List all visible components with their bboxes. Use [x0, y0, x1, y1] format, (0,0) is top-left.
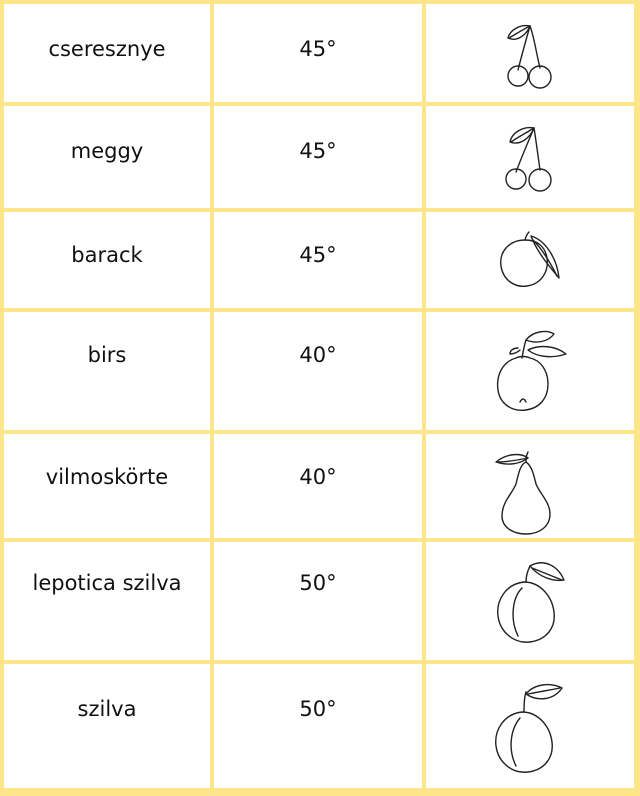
icon-cell — [426, 542, 634, 660]
quince-icon — [490, 328, 570, 414]
fruit-name: barack — [71, 243, 143, 267]
table-row — [0, 106, 640, 208]
fruit-name: szilva — [77, 697, 137, 721]
table-row — [0, 212, 640, 308]
degree-cell — [214, 434, 422, 538]
fruit-name: vilmoskörte — [45, 465, 169, 489]
degree-value: 45° — [299, 243, 337, 267]
fruit-name-cell — [4, 4, 210, 102]
fruit-name: meggy — [70, 139, 144, 163]
table-row — [0, 542, 640, 660]
degree-value: 45° — [299, 37, 337, 61]
fruit-name-cell — [4, 106, 210, 208]
sour-cherry-icon — [500, 124, 560, 192]
fruit-name-cell — [4, 664, 210, 788]
degree-cell — [214, 664, 422, 788]
table-row — [0, 664, 640, 788]
icon-cell — [426, 212, 634, 308]
fruit-name: cseresznye — [48, 37, 166, 61]
table-row — [0, 4, 640, 102]
fruit-name: lepotica szilva — [32, 571, 182, 595]
icon-cell — [426, 312, 634, 430]
degree-value: 40° — [299, 343, 337, 367]
icon-cell — [426, 106, 634, 208]
plum-icon — [490, 682, 570, 774]
plum-icon — [490, 558, 570, 646]
fruit-name-cell — [4, 312, 210, 430]
icon-cell — [426, 664, 634, 788]
degree-cell — [214, 312, 422, 430]
degree-value: 40° — [299, 465, 337, 489]
icon-cell — [426, 434, 634, 538]
degree-cell — [214, 212, 422, 308]
icon-cell — [426, 4, 634, 102]
degree-cell — [214, 106, 422, 208]
degree-cell — [214, 542, 422, 660]
table-row — [0, 312, 640, 430]
fruit-name-cell — [4, 212, 210, 308]
degree-cell — [214, 4, 422, 102]
degree-value: 45° — [299, 139, 337, 163]
degree-value: 50° — [299, 697, 337, 721]
pear-icon — [490, 450, 570, 536]
table-row — [0, 434, 640, 538]
degree-value: 50° — [299, 571, 337, 595]
fruit-name-cell — [4, 542, 210, 660]
apricot-icon — [495, 230, 565, 294]
cherry-icon — [500, 22, 560, 90]
fruit-name-cell — [4, 434, 210, 538]
fruit-name: birs — [87, 343, 127, 367]
